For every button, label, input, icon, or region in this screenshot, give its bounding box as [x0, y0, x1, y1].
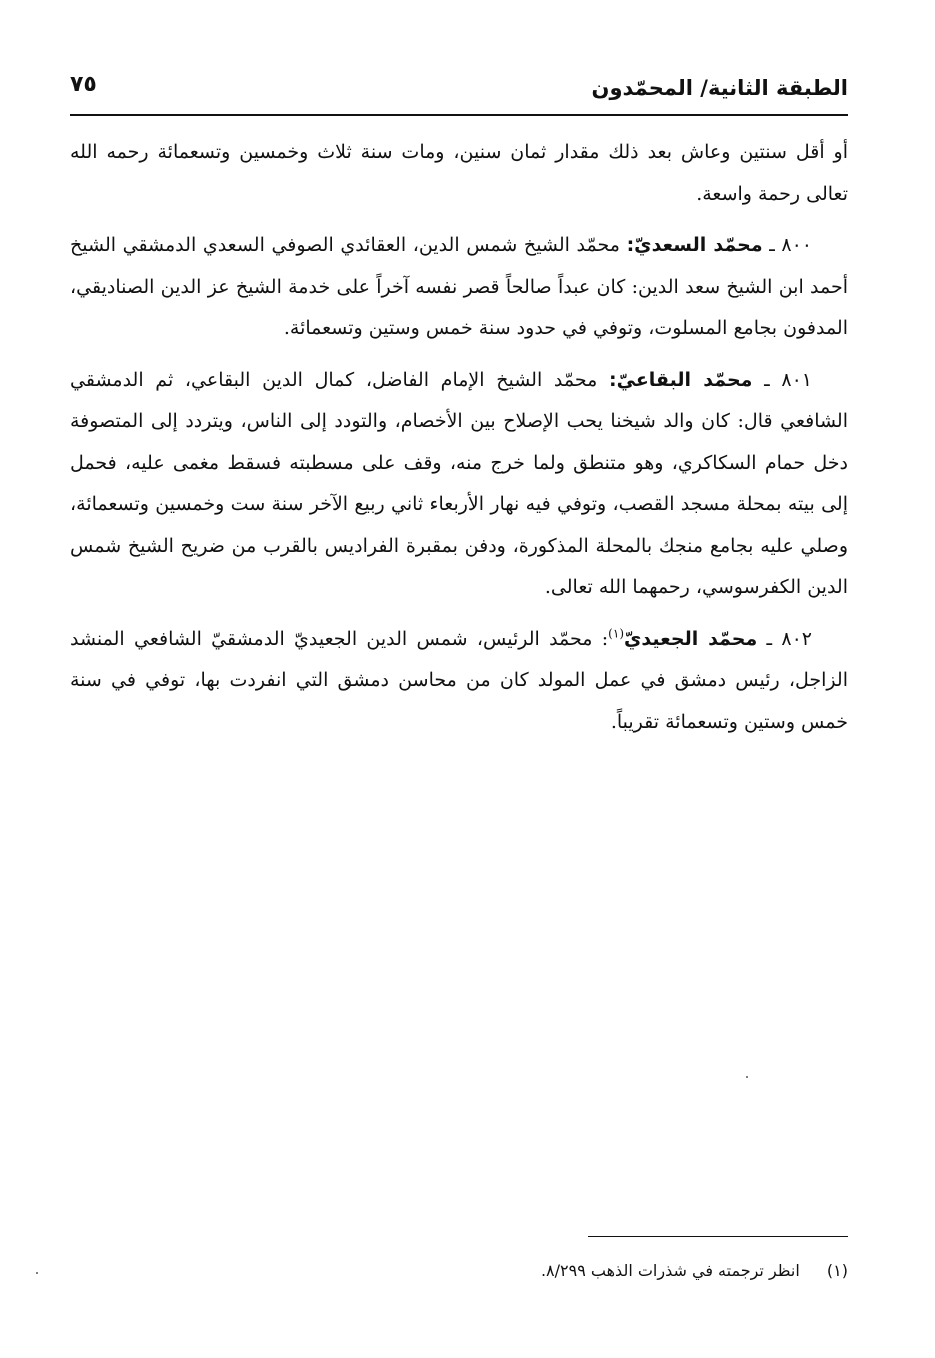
entry-name: محمّد البقاعيّ: [609, 368, 753, 391]
entry-name: محمّد السعديّ: [626, 234, 763, 256]
entry-number: ٨٠٢ ـ [766, 627, 812, 650]
running-header-title: الطبقة الثانية/ المحمّدون [591, 76, 848, 100]
footnote-rule [588, 1236, 848, 1237]
entry-number: ٨٠١ ـ [764, 368, 813, 391]
footnote-text: انظر ترجمته في شذرات الذهب ٨/٢٩٩. [540, 1261, 800, 1280]
entry-number: ٨٠٠ ـ [769, 234, 813, 256]
entry-text: : محمّد الرئيس، شمس الدين الجعيديّ الدمشقيّ الشافعي المنشد الزاجل، رئيس دمشق في عمل المولد كان من محاسن دمشق التي انفردت بها، توفي في سنة خمس وستين وتسعمائة تقريباً. [70, 627, 848, 733]
entry-800 [70, 225, 848, 350]
entry-801 [70, 360, 848, 609]
footnote-number: (١) [826, 1261, 848, 1280]
running-header [70, 70, 848, 112]
entry-text: محمّد الشيخ شمس الدين، العقائدي الصوفي السعدي الدمشقي الشيخ أحمد ابن الشيخ سعد الدين: كان عبداً صالحاً قصر نفسه آخراً على خدمة الشيخ عز الدين الصناديقي، المدفون بجامع المسلوت، وتوفي في حدود سنة خمس وستين وتسعمائة. [70, 234, 848, 339]
main-text [70, 132, 848, 753]
footnote-item [70, 1256, 848, 1286]
scan-speck [746, 1076, 748, 1078]
entry-name: محمّد الجعيديّ [624, 627, 758, 650]
paragraph-text: أو أقل سنتين وعاش بعد ذلك مقدار ثمان سنين، ومات سنة ثلاث وخمسين وتسعمائة رحمه الله تعالى رحمة واسعة. [70, 141, 848, 205]
paragraph-continuation [70, 132, 848, 215]
footnotes [70, 1256, 848, 1286]
entry-802 [70, 619, 848, 744]
entry-text: محمّد الشيخ الإمام الفاضل، كمال الدين البقاعي، ثم الدمشقي الشافعي قال: كان والد شيخنا يحب الإصلاح بين الأخصام، والتودد إلى الناس، ويتردد إلى المتصوفة دخل حمام السكاكري، وهو متنطق ولما خرج منه، وقف على مسطبته فسقط مغمى عليه، فحمل إلى بيته بمحلة مسجد القصب، وتوفي فيه نهار الأربعاء ثاني ربيع الآخر سنة ست وخمسين وتسعمائة، وصلي عليه بجامع منجك بالمحلة المذكورة، ودفن بمقبرة الفراديس بالقرب من ضريح الشيخ شمس الدين الكفرسوسي، رحمهما الله تعالى. [70, 368, 848, 598]
footnote-reference[interactable]: (١) [608, 626, 624, 641]
scan-speck [36, 1272, 38, 1274]
header-rule [70, 114, 848, 116]
page-number: ٧٥ [70, 72, 97, 97]
